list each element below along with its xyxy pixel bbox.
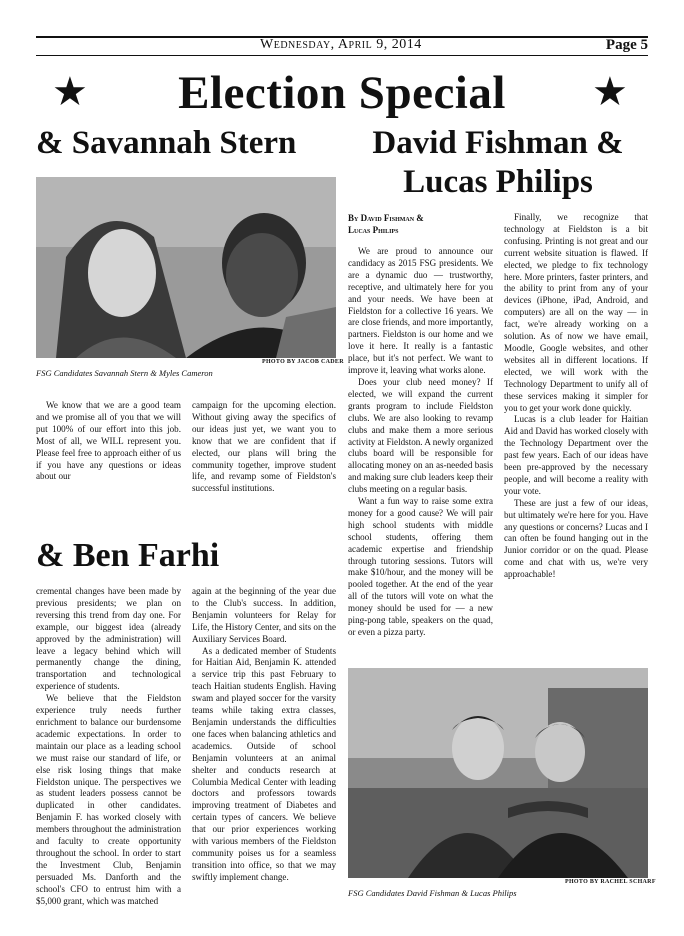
paragraph: cremental changes have been made by previous presidents; we plan on reversing this trend from day one. For example, our biggest idea (already approved by the administration) will leave a legacy behind which will permanently change the dining, transportation and technological experience of students. — [36, 586, 181, 692]
candidates-photo-left — [36, 177, 336, 358]
photo-caption: FSG Candidates David Fishman & Lucas Philips — [348, 888, 517, 898]
byline — [348, 212, 493, 236]
byline-line: Lucas Philips — [348, 225, 399, 235]
masthead-rule — [36, 55, 648, 56]
paragraph: Finally, we recognize that technology at Fieldston is a bit confusing. Printing is not great and our current website situation is flawed. If elected, we pledge to fix technology here. More printers, faster printers, and the ability to print from any of your devices (iPhone, iPad, Android, and computers) are all on the way — in fact, we're already working on a solution. As of now we have email, Moodle, Google websites, and other websites all in different locations. If elected, we will work with the Technology Department to unify all of these services making it simpler for you to get your work done quickly. — [504, 212, 648, 413]
page-headline: Election Special — [178, 67, 506, 119]
right-story-col1 — [348, 212, 493, 639]
paragraph: We believe that the Fieldston experience truly needs further enrichment to balance our burdensome academic expectations. In order to maintain our place as a leading school we must raise our standard of life, or else risk losing things that make Fieldston unique. The perspectives we as student leaders possess cannot be duplicated in other candidates. Benjamin F. has worked closely with members throughout the administration and faculty to create opportunity throughout the school. In order to start the Investment Club, Benjamin persuaded Ms. Danforth and the school's CFO to entrust him with a $5,000 grant, which was matched — [36, 693, 181, 906]
paragraph: We know that we are a good team and we promise all of you that we will put 100% of our effort into this job. Most of all, we WILL represent you. Please feel free to approach either of us if you have any questions or ideas about our — [36, 400, 181, 482]
photo-illustration — [348, 668, 648, 878]
right-subhead-line2: Lucas Philips — [403, 164, 593, 200]
paragraph: These are just a few of our ideas, but ultimately we're here for you. Have any questions or concerns? Lucas and I can often be found hanging out in the Junior corridor or on the quad. Please come and chat with us, we're very approachable! — [504, 497, 648, 580]
left-story-col1 — [36, 400, 181, 483]
issue-date: Wednesday, April 9, 2014 — [260, 37, 422, 52]
photo-credit: PHOTO BY RACHEL SCHARF — [565, 879, 656, 885]
byline-line: By David Fishman & — [348, 213, 424, 223]
photo-illustration — [36, 177, 336, 358]
paragraph: As a dedicated member of Students for Haitian Aid, Benjamin K. attended a service trip this past February to teach Haitian students English. Having swam and played soccer for the varsity teams while taking extra classes, Benjamin understands the difficulties one faces when balancing athletics and academics. Outside of school Benjamin volunteers at an animal shelter and conducts research at Columbia Medical Center with leading doctors and professors towards improving treatment of Diabetes and certain types of cancers. We believe that our prior experiences working with various members of the Fieldston community poises us for a seamless transition into office, so that we may swiftly implement change. — [192, 645, 336, 882]
ben-story-col1 — [36, 586, 181, 907]
left-story-col2 — [192, 400, 336, 495]
star-icon: ★ — [592, 69, 628, 114]
paragraph: campaign for the upcoming election. Without giving away the specifics of our ideas just yet, we want you to know that we are confident that if elected, our plans will bring the community together, improve student life, and revamp some of Fieldston's successful institutions. — [192, 400, 336, 494]
paragraph: Want a fun way to raise some extra money for a good cause? We will pair high school students with middle school students, offering them academic expertise and friendship through tutoring sessions. Tutors will make $10/hour, and the money will be pooled together. At the end of the year all of the tutors will vote on what the money should be used for — a new ping-pong table, speakers on the quad, or even a pizza party. — [348, 496, 493, 637]
left-subhead: & Savannah Stern — [36, 125, 297, 161]
candidates-photo-right — [348, 668, 648, 878]
ben-subhead: & Ben Farhi — [36, 537, 220, 574]
photo-caption: FSG Candidates Savannah Stern & Myles Cameron — [36, 368, 213, 378]
star-icon: ★ — [52, 69, 88, 114]
photo-credit: PHOTO BY JACOB CADER — [262, 359, 344, 365]
paragraph: Does your club need money? If elected, we will expand the current grants program to include Fieldston clubs. We are also looking to revamp clubs and make them a more serious activity at Fieldston. A newly organized clubs board will be responsible for allocating money on an as-needed basis and making sure club leaders keep their clubs meeting on a regular basis. — [348, 376, 493, 495]
paragraph: Lucas is a club leader for Haitian Aid and David has worked closely with the Technology Department over the past few years. Each of our ideas have been pre-approved by the necessary people, and will become a reality with your vote. — [504, 414, 648, 496]
right-story-col2 — [504, 212, 648, 581]
page-number: Page 5 — [605, 37, 648, 53]
paragraph: again at the beginning of the year due to the Club's success. In addition, Benjamin volunteers for Relay for Life, the History Center, and sits on the Auxiliary Services Board. — [192, 586, 336, 644]
right-subhead-line1: David Fishman & — [372, 125, 624, 161]
ben-story-col2 — [192, 586, 336, 884]
paragraph: We are proud to announce our candidacy as 2015 FSG presidents. We are a dynamic duo — trustworthy, receptive, and ultimately here for you and your needs. We have been at Fieldston for a collective 16 years. We are close friends, and more importantly, partners. Fieldston is our home and we love it here. It really is a fantastic place, but it's not perfect. We want to improve it, leaving what works alone. — [348, 246, 493, 376]
